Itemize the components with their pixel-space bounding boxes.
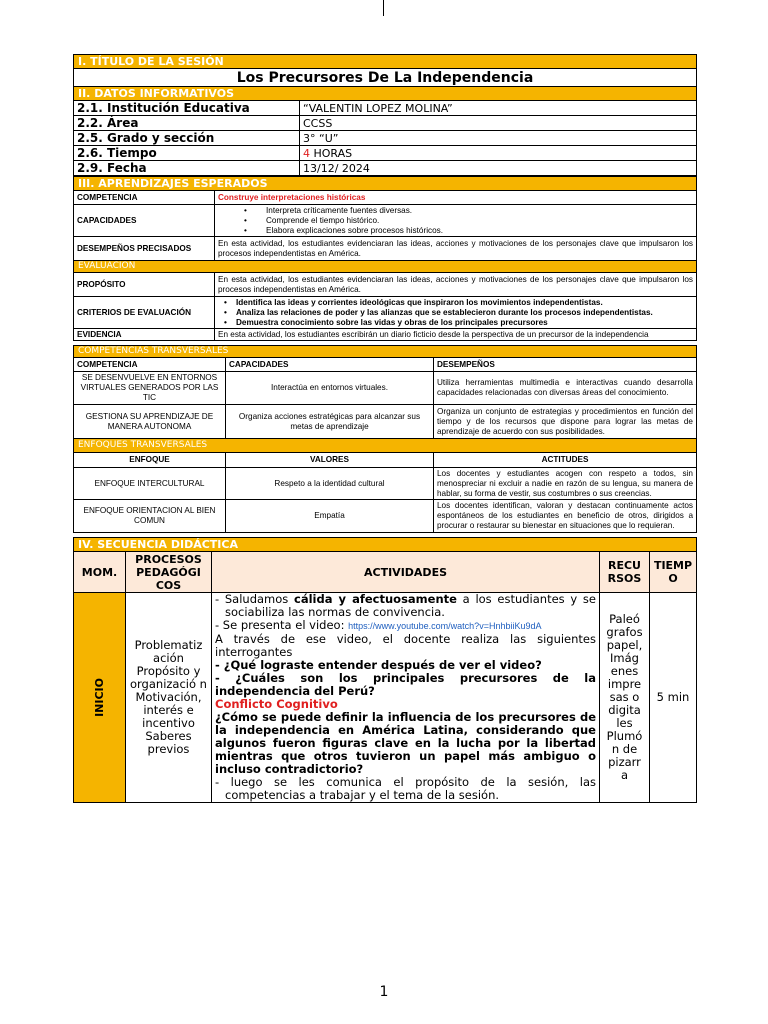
page-number: 1 xyxy=(379,984,389,1000)
question-3: ¿Cómo se puede definir la influencia de los precursores de la independencia en América Latina, considerando que algunos fueron figuras clave en la lucha por la libertad mientras que otros tuvieron un papel más ambiguo o incluso contradictorio? xyxy=(215,710,596,776)
value-evidencia: En esta actividad, los estudiantes escribirán un diario ficticio desde la perspectiva de un precursor de la independencia xyxy=(215,329,697,341)
tiempo-unit: HORAS xyxy=(310,146,353,160)
criterios-list xyxy=(215,297,697,329)
activity-text: a los estudiantes y se sociabiliza las normas de convivencia. xyxy=(225,592,596,619)
actividades-cell xyxy=(212,593,600,803)
criterio-item: • Demuestra conocimiento sobre las vidas y obras de los principales precursores xyxy=(218,318,693,328)
activity-saludo xyxy=(215,593,596,619)
label-tiempo: 2.6. Tiempo xyxy=(74,146,300,161)
value-competencia: Construye interpretaciones históricas xyxy=(215,191,697,205)
cell-capacidades: Interactúa en entornos virtuales. xyxy=(226,372,434,405)
text-cursor-mark xyxy=(383,0,384,16)
header-recursos: RECU RSOS xyxy=(600,552,650,593)
header-valores: VALORES xyxy=(226,453,434,468)
header-mom: MOM. xyxy=(74,552,126,593)
criterio-item: • Identifica las ideas y corrientes ideológicas que inspiraron los movimientos independentistas. xyxy=(218,298,693,308)
momento-label: INICIO xyxy=(93,678,106,717)
header-actividades: ACTIVIDADES xyxy=(212,552,600,593)
section-aprendizajes: III. APRENDIZAJES ESPERADOS xyxy=(74,177,697,191)
label-grado: 2.5. Grado y sección xyxy=(74,131,300,146)
label-criterios: CRITERIOS DE EVALUACIÓN xyxy=(74,297,215,329)
cell-valores: Respeto a la identidad cultural xyxy=(226,468,434,500)
table-row xyxy=(74,500,697,533)
cell-enfoque: ENFOQUE ORIENTACION AL BIEN COMUN xyxy=(74,500,226,533)
cell-desempenos: Utiliza herramientas multimedia e interactivas cuando desarrolla capacidades relacionadas con diversas áreas del conocimiento. xyxy=(434,372,697,405)
section-evaluacion: EVALUACION xyxy=(74,261,697,273)
activity-video xyxy=(215,619,596,633)
session-title: Los Precursores De La Independencia xyxy=(74,69,697,87)
tiempo-number: 4 xyxy=(303,146,310,160)
transversales-table xyxy=(73,345,697,533)
criterio-item: • Analiza las relaciones de poder y las alianzas que se establecieron durante los procesos independentistas. xyxy=(218,308,693,318)
header-desempenos: DESEMPEÑOS xyxy=(434,358,697,372)
procesos-cell: Problematiz ación Propósito y organizació n Motivación, interés e incentivo Saberes previos xyxy=(126,593,212,803)
label-competencia: COMPETENCIA xyxy=(74,191,215,205)
table-row xyxy=(74,405,697,439)
cell-competencia: GESTIONA SU APRENDIZAJE DE MANERA AUTONOMA xyxy=(74,405,226,439)
table-row xyxy=(74,372,697,405)
activity-text: - Saludamos xyxy=(215,592,295,606)
value-tiempo xyxy=(300,146,697,161)
label-capacidades: CAPACIDADES xyxy=(74,205,215,237)
secuencia-table xyxy=(73,537,697,803)
question-2: - ¿Cuáles son los principales precursores de la independencia del Perú? xyxy=(215,671,596,698)
cell-competencia: SE DESENVUELVE EN ENTORNOS VIRTUALES GENERADOS POR LAS TIC xyxy=(74,372,226,405)
value-proposito: En esta actividad, los estudiantes evidenciaran las ideas, acciones y motivaciones de los personajes clave que impulsaron los procesos independentistas en América. xyxy=(215,273,697,297)
activity-text: - Se presenta el video: xyxy=(215,618,349,632)
activity-bold: cálida y afectuosamente xyxy=(294,592,457,606)
header-competencia: COMPETENCIA xyxy=(74,358,226,372)
header-capacidades: CAPACIDADES xyxy=(226,358,434,372)
question-1: - ¿Qué lograste entender después de ver el video? xyxy=(215,658,542,672)
activity-proposito: - luego se les comunica el propósito de la sesión, las competencias a trabajar y el tema de la sesión. xyxy=(215,775,596,802)
cell-actitudes: Los docentes identifican, valoran y destacan continuamente actos espontáneos de los estudiantes en beneficio de otros, dirigidos a procurar o restaurar su bienestar en situaciones que lo requieran. xyxy=(434,500,697,533)
capacidad-item: • Elabora explicaciones sobre procesos históricos. xyxy=(218,226,693,236)
label-institucion: 2.1. Institución Educativa xyxy=(74,101,300,116)
cell-enfoque: ENFOQUE INTERCULTURAL xyxy=(74,468,226,500)
cell-valores: Empatía xyxy=(226,500,434,533)
header-procesos: PROCESOS PEDAGÓGI COS xyxy=(126,552,212,593)
header-actitudes: ACTITUDES xyxy=(434,453,697,468)
label-fecha: 2.9. Fecha xyxy=(74,161,300,176)
value-area: CCSS xyxy=(300,116,697,131)
value-fecha: 13/12/ 2024 xyxy=(300,161,697,176)
cell-capacidades: Organiza acciones estratégicas para alcanzar sus metas de aprendizaje xyxy=(226,405,434,439)
capacidad-item: • Comprende el tiempo histórico. xyxy=(218,216,693,226)
section-titulo: I. TÍTULO DE LA SESIÓN xyxy=(74,55,697,69)
video-link[interactable]: https://www.youtube.com/watch?v=HnhbiiKu9dA xyxy=(348,621,542,631)
value-desempenos: En esta actividad, los estudiantes evidenciaran las ideas, acciones y motivaciones de los personajes clave que impulsaron los procesos independentistas en América. xyxy=(215,237,697,261)
cell-desempenos: Organiza un conjunto de estrategias y procedimientos en función del tiempo y de los recursos que dispone para lograr las metas de aprendizaje de acuerdo con sus posibilidades. xyxy=(434,405,697,439)
section-competencias-transversales: COMPETENCIAS TRANSVERSALES xyxy=(74,346,697,358)
tiempo-cell: 5 min xyxy=(650,593,697,803)
cell-actitudes: Los docentes y estudiantes acogen con respeto a todos, sin menospreciar ni excluir a nadie en razón de su lengua, su manera de hablar, su forma de vestir, sus costumbres o sus creencias. xyxy=(434,468,697,500)
section-secuencia: IV. SECUENCIA DIDÁCTICA xyxy=(74,538,697,552)
momento-cell xyxy=(74,593,126,803)
capacidad-item: • Interpreta críticamente fuentes diversas. xyxy=(218,206,693,216)
recursos-cell: Paleó grafos papel, Imág enes impre sas o digita les Plumó n de pizarr a xyxy=(600,593,650,803)
capacidades-list xyxy=(215,205,697,237)
section-enfoques: ENFOQUES TRANSVERSALES xyxy=(74,439,697,453)
session-header-table xyxy=(73,54,697,176)
header-tiempo: TIEMP O xyxy=(650,552,697,593)
activity-interrogantes: A través de ese video, el docente realiza las siguientes interrogantes xyxy=(215,632,596,659)
value-grado: 3° “U” xyxy=(300,131,697,146)
label-desempenos: DESEMPEÑOS PRECISADOS xyxy=(74,237,215,261)
table-row xyxy=(74,468,697,500)
label-proposito: PROPÓSITO xyxy=(74,273,215,297)
label-evidencia: EVIDENCIA xyxy=(74,329,215,341)
aprendizajes-table xyxy=(73,176,697,341)
value-institucion: “VALENTIN LOPEZ MOLINA” xyxy=(300,101,697,116)
label-area: 2.2. Área xyxy=(74,116,300,131)
conflicto-heading: Conflicto Cognitivo xyxy=(215,697,338,711)
section-datos: II. DATOS INFORMATIVOS xyxy=(74,87,697,101)
header-enfoque: ENFOQUE xyxy=(74,453,226,468)
